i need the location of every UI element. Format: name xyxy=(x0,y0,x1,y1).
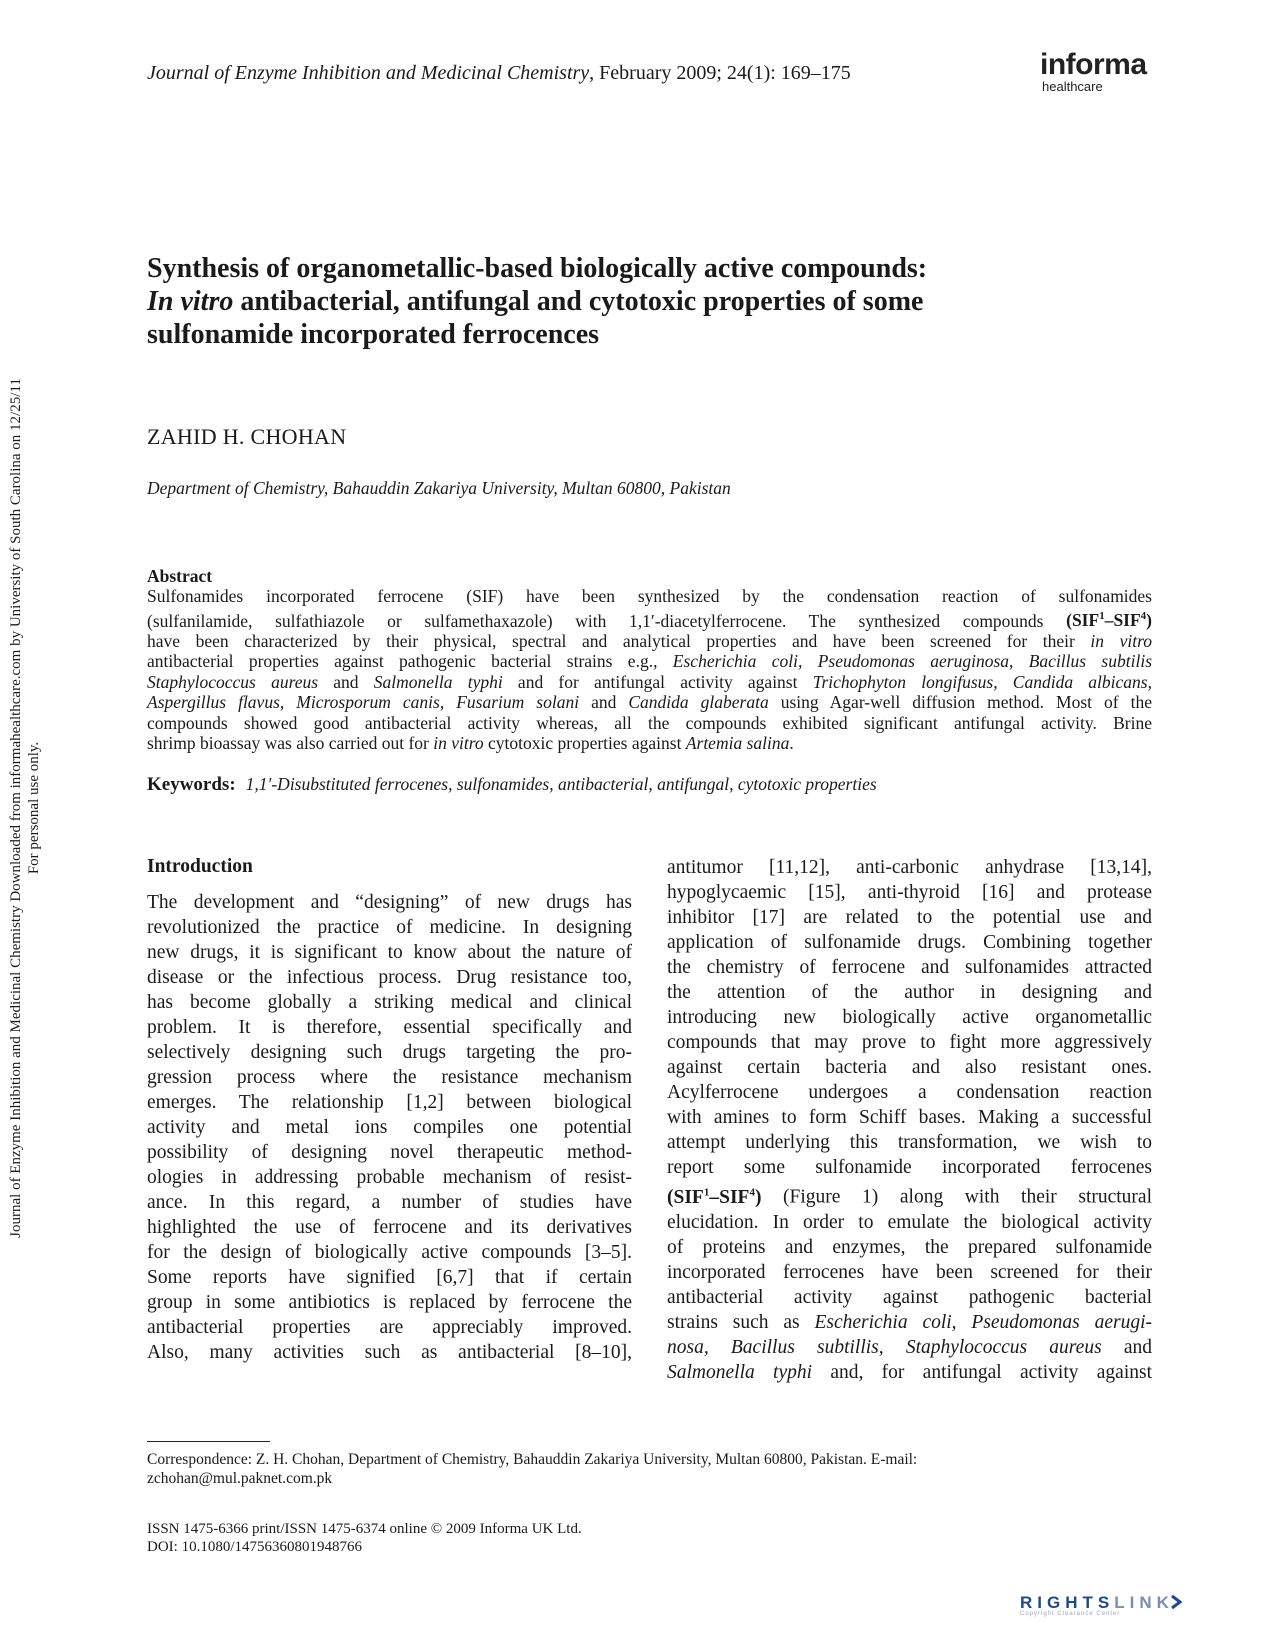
body-line: inhibitor [17] are related to the potential use and xyxy=(667,907,1152,928)
abstract-line xyxy=(147,631,1152,652)
footnote-rule xyxy=(147,1441,270,1442)
author-name: ZAHID H. CHOHAN xyxy=(147,424,347,449)
body-line: compounds that may prove to fight more aggressively xyxy=(667,1032,1152,1053)
species-italic: Salmonella typhi xyxy=(667,1361,813,1383)
body-line: has become globally a striking medical and clinical xyxy=(147,992,632,1013)
rightslink-logo-word: RIGHTSLINK xyxy=(1020,1593,1184,1613)
abstract-line: shrimp bioassay was also carried out for in vitro cytotoxic properties against Artemia salina. xyxy=(147,733,794,754)
title-line-2-italic: In vitro xyxy=(147,286,234,317)
body-line: Also, many activities such as antibacterial [8–10], xyxy=(147,1342,632,1363)
body-line: of proteins and enzymes, the prepared sulfonamide xyxy=(667,1236,1152,1258)
body-line: ologies in addressing probable mechanism of resist- xyxy=(147,1167,632,1188)
body-line: Some reports have signified [6,7] that if certain xyxy=(147,1267,632,1288)
body-line: Acylferrocene undergoes a condensation reaction xyxy=(667,1082,1152,1103)
article-title xyxy=(147,252,1147,351)
rightslink-logo-sub: Copyright Clearance Center xyxy=(1020,1611,1121,1617)
body-line: (SIF$^1$–SIF$^4$) (Figure 1) along with their structural xyxy=(667,1186,1152,1208)
abstract-line xyxy=(147,586,1152,607)
abstract-italic: in vitro xyxy=(1090,630,1153,651)
abstract-italic: Escherichia coli, Pseudomonas aeruginosa, Bacillus subtilis xyxy=(672,651,1153,672)
body-line: antibacterial activity against pathogenic bacterial xyxy=(667,1286,1152,1308)
publisher-logo-sub: healthcare xyxy=(1042,79,1103,94)
abstract-italic: in vitro xyxy=(433,733,484,754)
body-line: the attention of the author in designing and xyxy=(667,982,1152,1003)
abstract-italic: Salmonella typhi xyxy=(373,671,503,692)
abstract-line xyxy=(147,607,1152,631)
title-line-1: Synthesis of organometallic-based biologically active compounds: xyxy=(147,253,928,284)
body-line: The development and “designing” of new drugs has xyxy=(147,892,632,913)
body-line: problem. It is therefore, essential specifically and xyxy=(147,1017,632,1038)
body-line: attempt underlying this transformation, we wish to xyxy=(667,1132,1152,1153)
abstract-italic: Artemia salina xyxy=(685,733,790,754)
abstract-italic: Trichophyton longifusus, Candida albicans, xyxy=(812,671,1152,692)
body-line: the chemistry of ferrocene and sulfonamides attracted xyxy=(667,957,1152,978)
introduction-left-column xyxy=(147,855,632,1365)
abstract-text: have been characterized by their physical, spectral and analytical properties and have been screened for their xyxy=(147,630,1091,651)
introduction-right-column xyxy=(667,855,1152,1385)
body-line: antitumor [11,12], anti-carbonic anhydrase [13,14], xyxy=(667,857,1152,878)
body-line: report some sulfonamide incorporated ferrocenes xyxy=(667,1157,1152,1178)
abstract-line xyxy=(147,713,1152,734)
compound-range: (SIF$^1$–SIF$^4$) xyxy=(667,1186,762,1208)
running-head xyxy=(147,62,851,85)
side-note-line-2: For personal use only. xyxy=(26,741,42,875)
body-line: with amines to form Schiff bases. Making a successful xyxy=(667,1107,1152,1128)
abstract-line xyxy=(147,651,1152,672)
abstract-italic: Aspergillus flavus, Microsporum canis, Fusarium solani xyxy=(147,692,580,713)
body-line: gression process where the resistance mechanism xyxy=(147,1067,632,1088)
publisher-logo xyxy=(1040,50,1160,94)
body-line: revolutionized the practice of medicine. In designing xyxy=(147,917,632,938)
correspondence-line-1: Correspondence: Z. H. Chohan, Department of Chemistry, Bahauddin Zakariya University, Multan 60800, Pakistan. E-mail: xyxy=(147,1451,918,1468)
correspondence-email: zchohan@mul.paknet.com.pk xyxy=(147,1470,333,1487)
abstract-text: compounds showed good antibacterial activity whereas, all the compounds exhibited significant antifungal activity. Brine xyxy=(147,712,1152,733)
abstract-text: (sulfanilamide, sulfathiazole or sulfamethaxazole) with 1,1′-diacetylferrocene. The synthesized compounds xyxy=(147,610,1067,631)
body-line: group in some antibiotics is replaced by ferrocene the xyxy=(147,1292,632,1313)
body-line: introducing new biologically active organometallic xyxy=(667,1007,1152,1028)
body-line: emerges. The relationship [1,2] between biological xyxy=(147,1092,632,1113)
body-line: disease or the infectious process. Drug resistance too, xyxy=(147,967,632,988)
body-line: Salmonella typhi and, for antifungal activity against xyxy=(667,1361,1153,1383)
abstract xyxy=(147,566,1152,754)
title-line-3: sulfonamide incorporated ferrocences xyxy=(147,319,600,350)
abstract-heading: Abstract xyxy=(147,566,213,586)
abstract-text: Sulfonamides incorporated ferrocene (SIF) have been synthesized by the condensation reaction of sulfonamides xyxy=(147,586,1152,606)
body-line: incorporated ferrocenes have been screened for their xyxy=(667,1261,1152,1283)
title-line-2: antibacterial, antifungal and cytotoxic properties of some xyxy=(233,286,924,317)
doi-line: DOI: 10.1080/14756360801948766 xyxy=(147,1539,362,1555)
body-line: application of sulfonamide drugs. Combining together xyxy=(667,932,1152,953)
publisher-logo-word: informa xyxy=(1040,48,1147,81)
body-line: hypoglycaemic [15], anti-thyroid [16] and protease xyxy=(667,882,1152,903)
body-line: strains such as Escherichia coli, Pseudomonas aerugi- xyxy=(667,1311,1152,1333)
body-line: against certain bacteria and also resistant ones. xyxy=(667,1057,1152,1078)
body-line: elucidation. In order to emulate the biological activity xyxy=(667,1211,1152,1233)
abstract-italic: Staphylococcus aureus xyxy=(147,671,319,692)
body-line: possibility of designing novel therapeutic method- xyxy=(147,1142,632,1163)
author-affiliation: Department of Chemistry, Bahauddin Zakariya University, Multan 60800, Pakistan xyxy=(147,478,731,498)
abstract-text: antibacterial properties against pathogenic bacterial strains e.g., xyxy=(147,651,673,672)
side-note-line-1: Journal of Enzyme Inhibition and Medicinal Chemistry Downloaded from informahealthcare.com by University of South Carolina on 12/25/11 xyxy=(8,378,24,1238)
rightslink-logo xyxy=(1020,1593,1184,1617)
species-italic: Escherichia coli, Pseudomonas aerugi- xyxy=(814,1311,1152,1333)
body-line: new drugs, it is significant to know about the nature of xyxy=(147,942,632,963)
body-line: highlighted the use of ferrocene and its derivatives xyxy=(147,1217,632,1238)
compound-range: (SIF$^1$–SIF$^4$) xyxy=(1066,610,1152,631)
introduction-left-text xyxy=(147,890,632,1365)
introduction-heading: Introduction xyxy=(147,856,253,877)
correspondence-note xyxy=(147,1450,1147,1488)
body-line: nosa, Bacillus subtillis, Staphylococcus aureus and xyxy=(667,1336,1152,1358)
body-line: antibacterial properties are appreciably improved. xyxy=(147,1317,632,1338)
body-line: selectively designing such drugs targeting the pro- xyxy=(147,1042,632,1063)
download-side-note xyxy=(7,83,43,1533)
chevron-right-icon xyxy=(1170,1594,1184,1610)
abstract-line: Staphylococcus aureus and Salmonella typhi and for antifungal activity against Trichophyton longifusus, Candida albicans, xyxy=(147,671,1152,692)
journal-name: Journal of Enzyme Inhibition and Medicinal Chemistry xyxy=(147,62,590,84)
body-line: activity and metal ions compiles one potential xyxy=(147,1117,632,1138)
keywords-label: Keywords: xyxy=(147,774,236,795)
issn-block xyxy=(147,1520,582,1556)
keywords-text: 1,1′-Disubstituted ferrocenes, sulfonamides, antibacterial, antifungal, cytotoxic properties xyxy=(245,774,877,794)
body-line: ance. In this regard, a number of studies have xyxy=(147,1192,632,1213)
species-italic: nosa, Bacillus subtillis, Staphylococcus aureus xyxy=(667,1336,1102,1358)
body-line: for the design of biologically active compounds [3–5]. xyxy=(147,1242,632,1263)
issn-line: ISSN 1475-6366 print/ISSN 1475-6374 online © 2009 Informa UK Ltd. xyxy=(147,1521,582,1537)
abstract-line: Aspergillus flavus, Microsporum canis, Fusarium solani and Candida glaberata using Agar-well diffusion method. Most of the xyxy=(147,692,1152,713)
abstract-italic: Candida glaberata xyxy=(628,692,769,713)
keywords xyxy=(147,774,877,796)
journal-issue: , February 2009; 24(1): 169–175 xyxy=(589,62,851,84)
